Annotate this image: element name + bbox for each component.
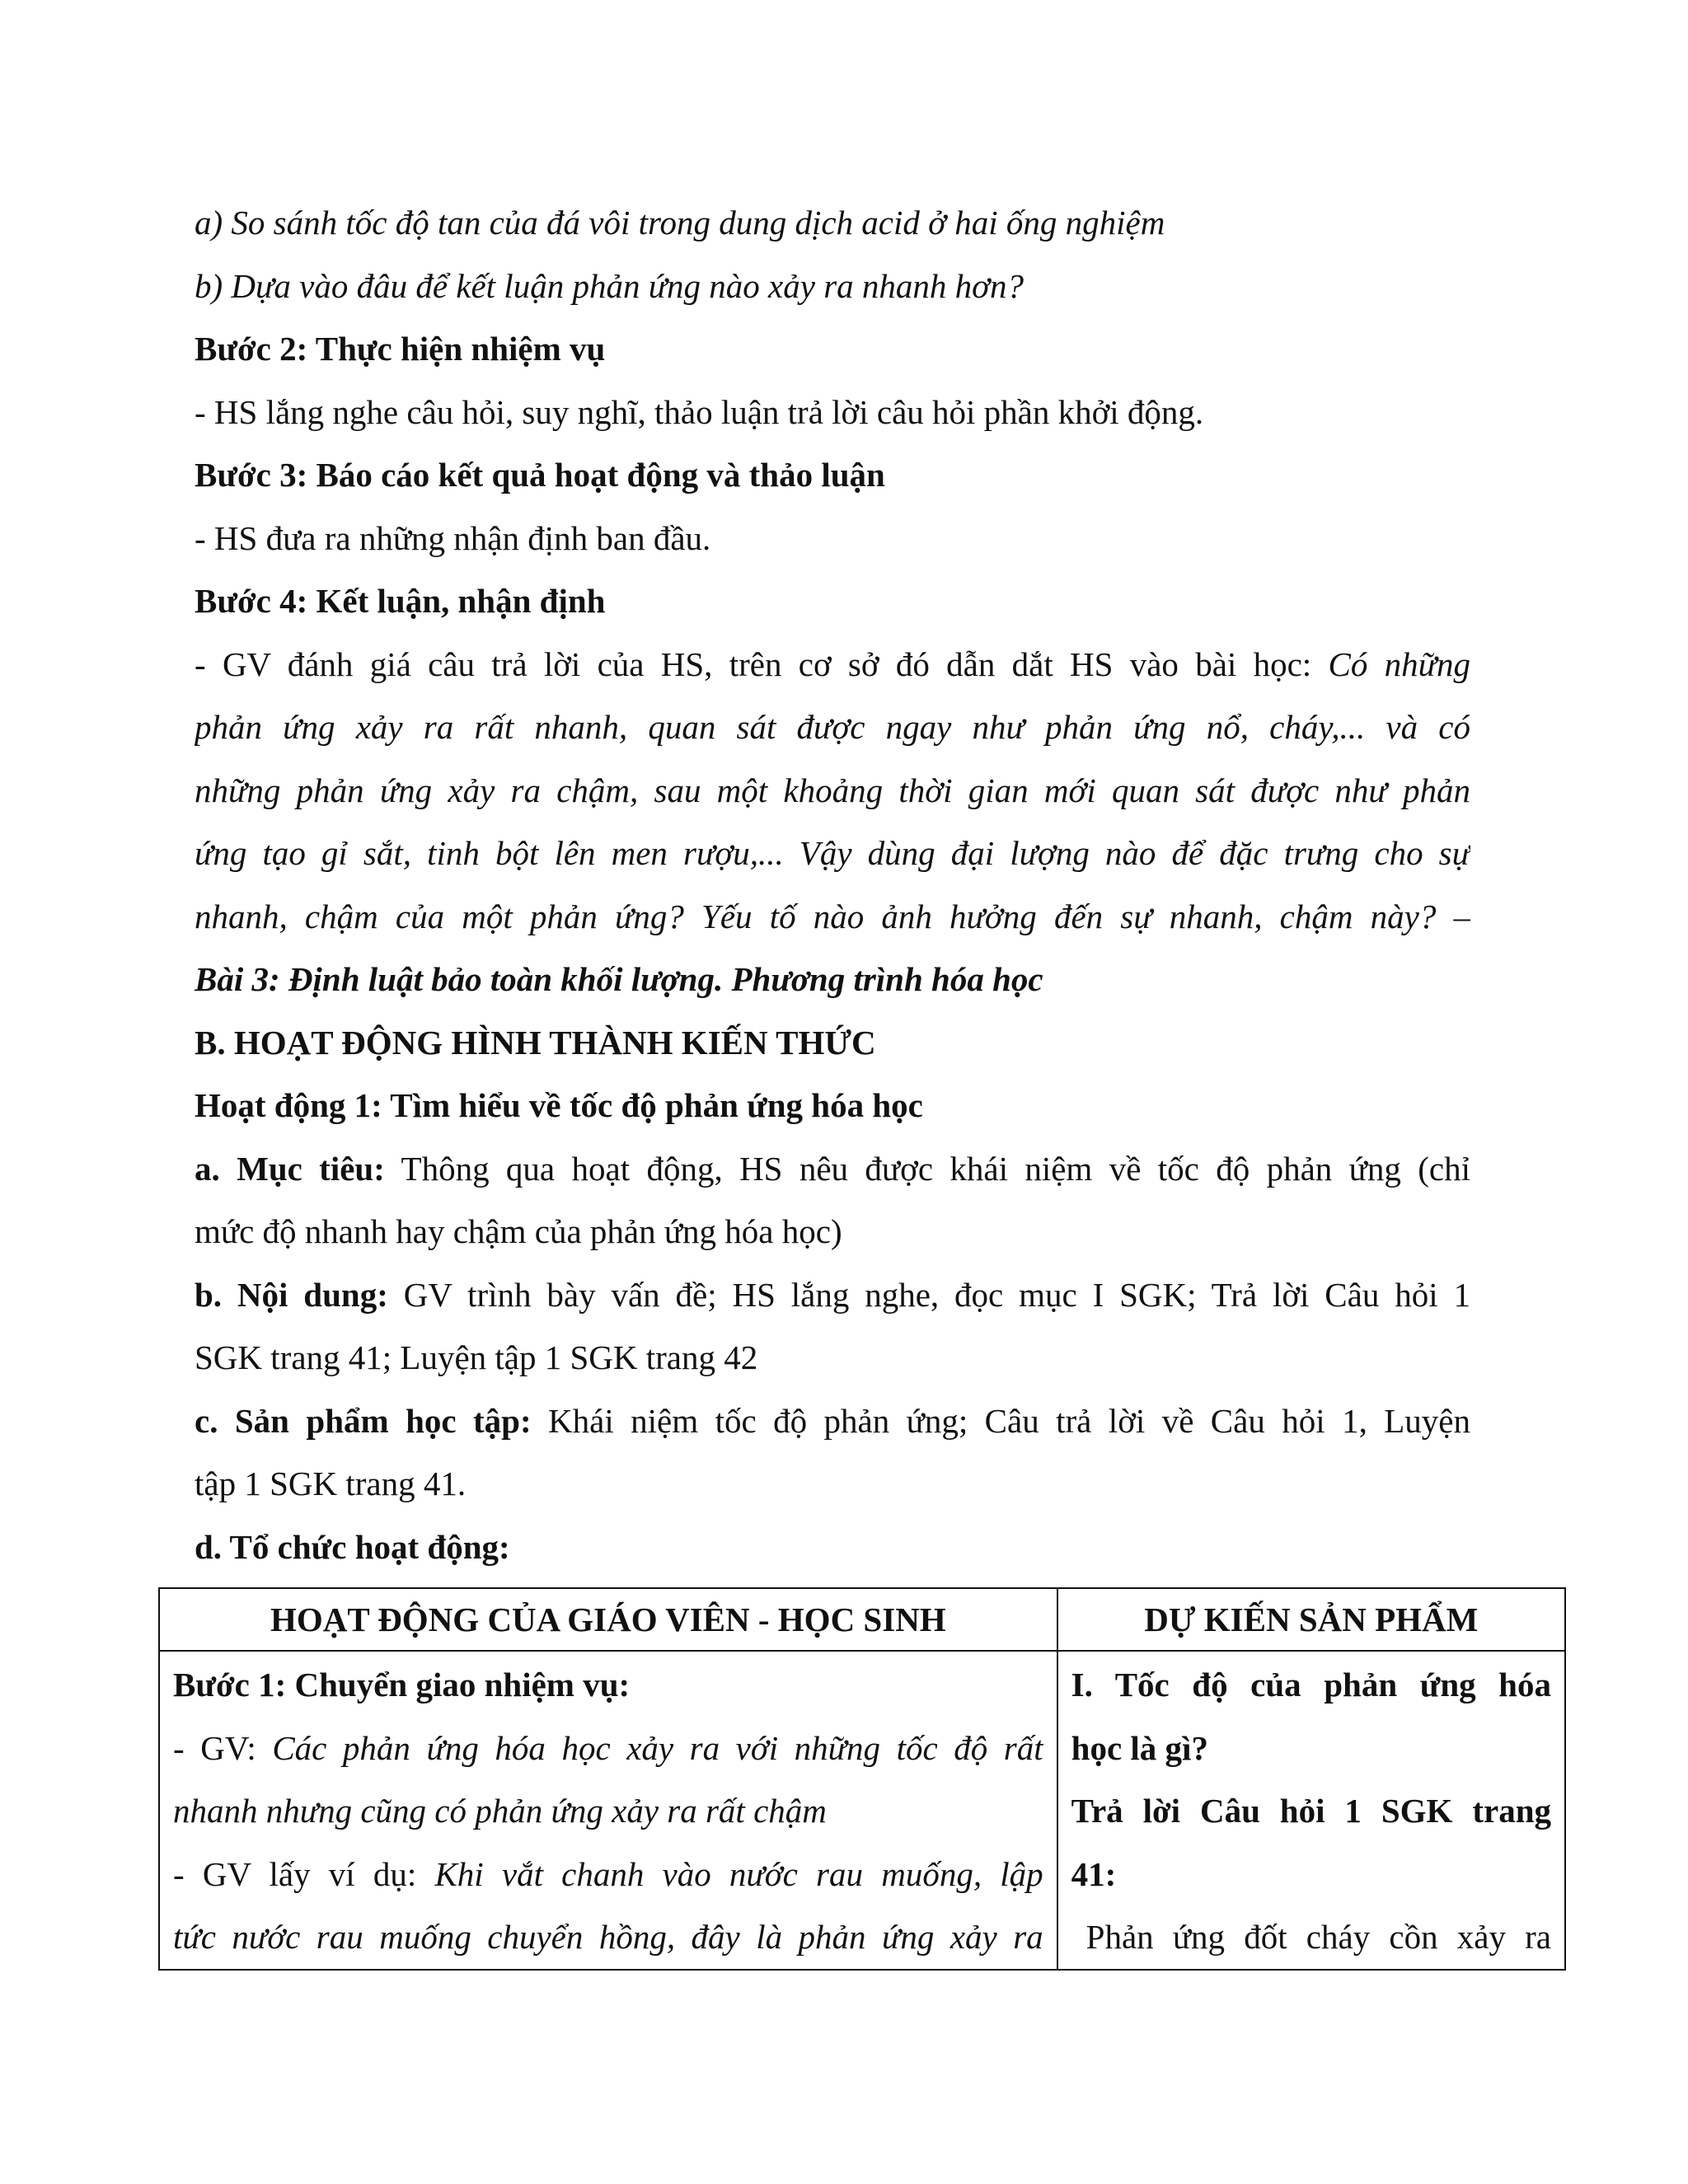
product-section-title-1: I. Tốc độ của phản ứng hóa — [1071, 1666, 1551, 1704]
content-line-1 — [195, 1263, 1470, 1327]
table-row — [159, 1651, 1565, 1970]
objective-label: a. Mục tiêu: — [195, 1149, 385, 1188]
step4-text — [195, 633, 1470, 696]
section-b-heading: B. HOẠT ĐỘNG HÌNH THÀNH KIẾN THỨC — [195, 1023, 876, 1062]
step4-text-italic: Có những — [1328, 644, 1470, 683]
activity1-heading: Hoạt động 1: Tìm hiểu về tốc độ phản ứng hóa học — [195, 1086, 923, 1124]
step4-italic-line-3: ứng tạo gỉ sắt, tinh bột lên men rượu,... Vậy dùng đại lượng nào để đặc trưng cho sự — [195, 834, 1470, 872]
objective-line-2: mức độ nhanh hay chậm của phản ứng hóa học) — [195, 1212, 842, 1250]
product-section-title-2: học là gì? — [1071, 1728, 1208, 1767]
step4-italic-line-1: phản ứng xảy ra rất nhanh, quan sát được ngay như phản ứng nổ, cháy,... và có — [195, 708, 1470, 746]
table-gv-example-prefix: - GV lấy ví dụ: — [173, 1854, 435, 1893]
step2-text: - HS lắng nghe câu hỏi, suy nghĩ, thảo luận trả lời câu hỏi phần khởi động. — [195, 392, 1204, 431]
document-page — [195, 191, 1470, 1578]
content-label: b. Nội dung: — [195, 1275, 388, 1314]
question-b: b) Dựa vào đâu để kết luận phản ứng nào xảy ra nhanh hơn? — [195, 266, 1025, 305]
content-line-2: SGK trang 41; Luyện tập 1 SGK trang 42 — [195, 1338, 758, 1376]
step4-italic-line-2: những phản ứng xảy ra chậm, sau một khoảng thời gian mới quan sát được như phản — [195, 771, 1470, 809]
step3-text: - HS đưa ra những nhận định ban đầu. — [195, 518, 711, 557]
step3-heading: Bước 3: Báo cáo kết quả hoạt động và thảo luận — [195, 456, 885, 494]
activity-table — [158, 1587, 1566, 1971]
product-line-1 — [195, 1390, 1470, 1453]
header-teacher-student: HOẠT ĐỘNG CỦA GIÁO VIÊN - HỌC SINH — [159, 1588, 1057, 1651]
table-gv-example-italic: Khi vắt chanh vào nước rau muống, lập — [434, 1854, 1043, 1893]
step4-heading: Bước 4: Kết luận, nhận định — [195, 582, 606, 620]
header-expected-product: DỰ KIẾN SẢN PHẨM — [1057, 1588, 1565, 1651]
expected-product-cell — [1057, 1651, 1565, 1970]
table-gv-line-2: nhanh nhưng cũng có phản ứng xảy ra rất chậm — [173, 1792, 827, 1830]
step2-heading: Bước 2: Thực hiện nhiệm vụ — [195, 330, 606, 368]
table-step1: Bước 1: Chuyển giao nhiệm vụ: — [173, 1666, 631, 1704]
objective-line-1 — [195, 1137, 1470, 1201]
lesson-title: Bài 3: Định luật bảo toàn khối lượng. Phương trình hóa học — [195, 960, 1043, 998]
table-header-row — [159, 1588, 1565, 1651]
objective-text-1: Thông qua hoạt động, HS nêu được khái niệm về tốc độ phản ứng (chỉ — [384, 1149, 1470, 1188]
table-gv-example-line-1 — [173, 1843, 1043, 1906]
table-gv-example-line-2: tức nước rau muống chuyển hồng, đây là phản ứng xảy ra — [173, 1918, 1043, 1956]
step4-text-normal: - GV đánh giá câu trả lời của HS, trên cơ sở đó dẫn dắt HS vào bài học: — [195, 644, 1329, 683]
table-gv-prefix: - GV: — [173, 1728, 273, 1767]
table-gv-line-1 — [173, 1717, 1043, 1780]
product-answer-title-2: 41: — [1071, 1854, 1117, 1893]
step4-italic-line-4: nhanh, chậm của một phản ứng? Yếu tố nào ảnh hưởng đến sự nhanh, chậm này? – — [195, 897, 1470, 935]
table-gv-italic: Các phản ứng hóa học xảy ra với những tốc độ rất — [272, 1728, 1043, 1767]
product-answer-title-1: Trả lời Câu hỏi 1 SGK trang — [1071, 1792, 1551, 1830]
question-a: a) So sánh tốc độ tan của đá vôi trong dung dịch acid ở hai ống nghiệm — [195, 204, 1165, 241]
content-text-1: GV trình bày vấn đề; HS lắng nghe, đọc mục I SGK; Trả lời Câu hỏi 1 — [387, 1275, 1470, 1314]
product-text-1: Khái niệm tốc độ phản ứng; Câu trả lời về Câu hỏi 1, Luyện — [531, 1401, 1470, 1440]
product-label: c. Sản phẩm học tập: — [195, 1401, 532, 1440]
product-line-2: tập 1 SGK trang 41. — [195, 1465, 467, 1502]
teacher-student-cell — [159, 1651, 1057, 1970]
organization-heading: d. Tổ chức hoạt động: — [195, 1527, 510, 1566]
product-answer-text-1: Phản ứng đốt cháy cồn xảy ra — [1085, 1918, 1551, 1956]
